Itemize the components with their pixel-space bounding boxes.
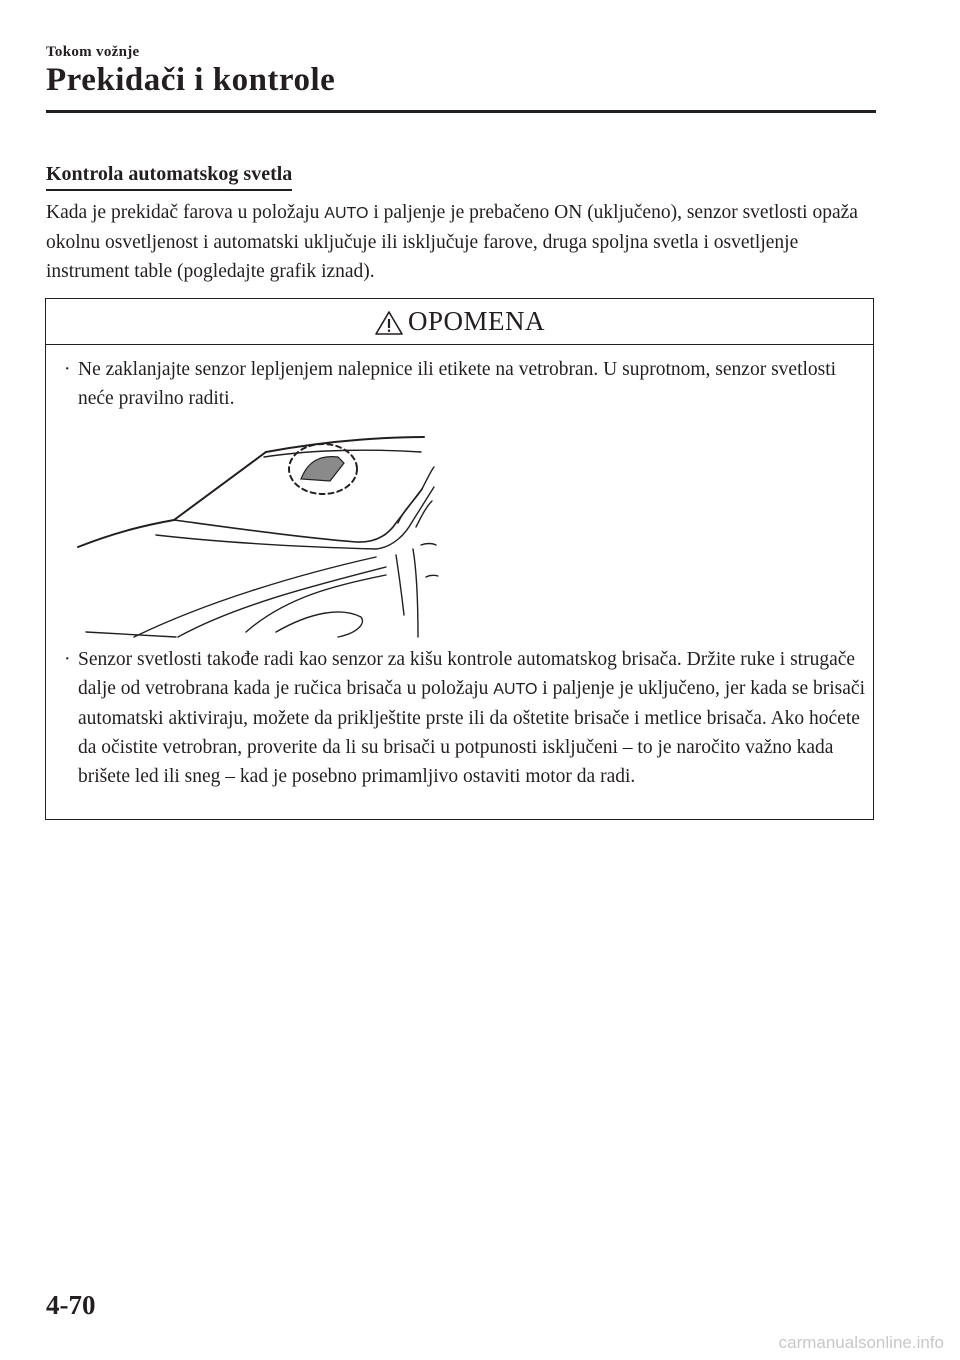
bullet2-text-2: i paljenje je uključeno, jer kada se brisači automatski aktiviraju, možete da priklještite prste ili da oštetite brisače i metlice brisača. Ako hoćete da očistite vetrobran, proverite da li su brisači u potpunosti isključeni – to je naročito važno kada brišete led ili sneg – kad je posebno primamljivo ostaviti motor da radi.: [78, 678, 865, 787]
bullet2-text-1: Senzor svetlosti takođe radi kao senzor za kišu kontrole automatskog brisača. Držite ruke i strugače dalje od vetrobrana kada je ručica brisača u položaju: [78, 649, 856, 699]
warning-box: [45, 298, 874, 820]
windshield-sensor-illustration: [76, 427, 446, 642]
auto-label: AUTO: [493, 681, 538, 698]
paragraph-text-2: i paljenje je prebačeno ON (uključeno), senzor svetlosti opaža okolnu osvetljenost i automatski uključuje ili isključuje farove, druga spoljna svetla i osvetljenje instrument table (pogledajte grafik iznad).: [46, 202, 858, 282]
section-paragraph: [46, 198, 886, 286]
bullet-text: [78, 645, 868, 791]
title-divider: [46, 110, 876, 113]
breadcrumb: Tokom vožnje: [46, 44, 140, 60]
warning-header: [46, 299, 873, 345]
page-title: Prekidači i kontrole: [46, 62, 336, 98]
bullet-dot: ·: [64, 359, 71, 380]
bullet-dot: ·: [64, 649, 71, 670]
bullet-text: Ne zaklanjajte senzor lepljenjem nalepnice ili etikete na vetrobran. U suprotnom, senzor svetlosti neće pravilno raditi.: [78, 359, 837, 409]
auto-label: AUTO: [324, 205, 369, 222]
page-number: 4-70: [46, 1290, 96, 1320]
watermark: carmanualsonline.info: [778, 1333, 944, 1352]
paragraph-text-1: Kada je prekidač farova u položaju: [46, 202, 325, 223]
warning-triangle-icon: [374, 310, 404, 336]
section-heading: Kontrola automatskog svetla: [46, 163, 292, 191]
warning-title: OPOMENA: [407, 306, 545, 336]
